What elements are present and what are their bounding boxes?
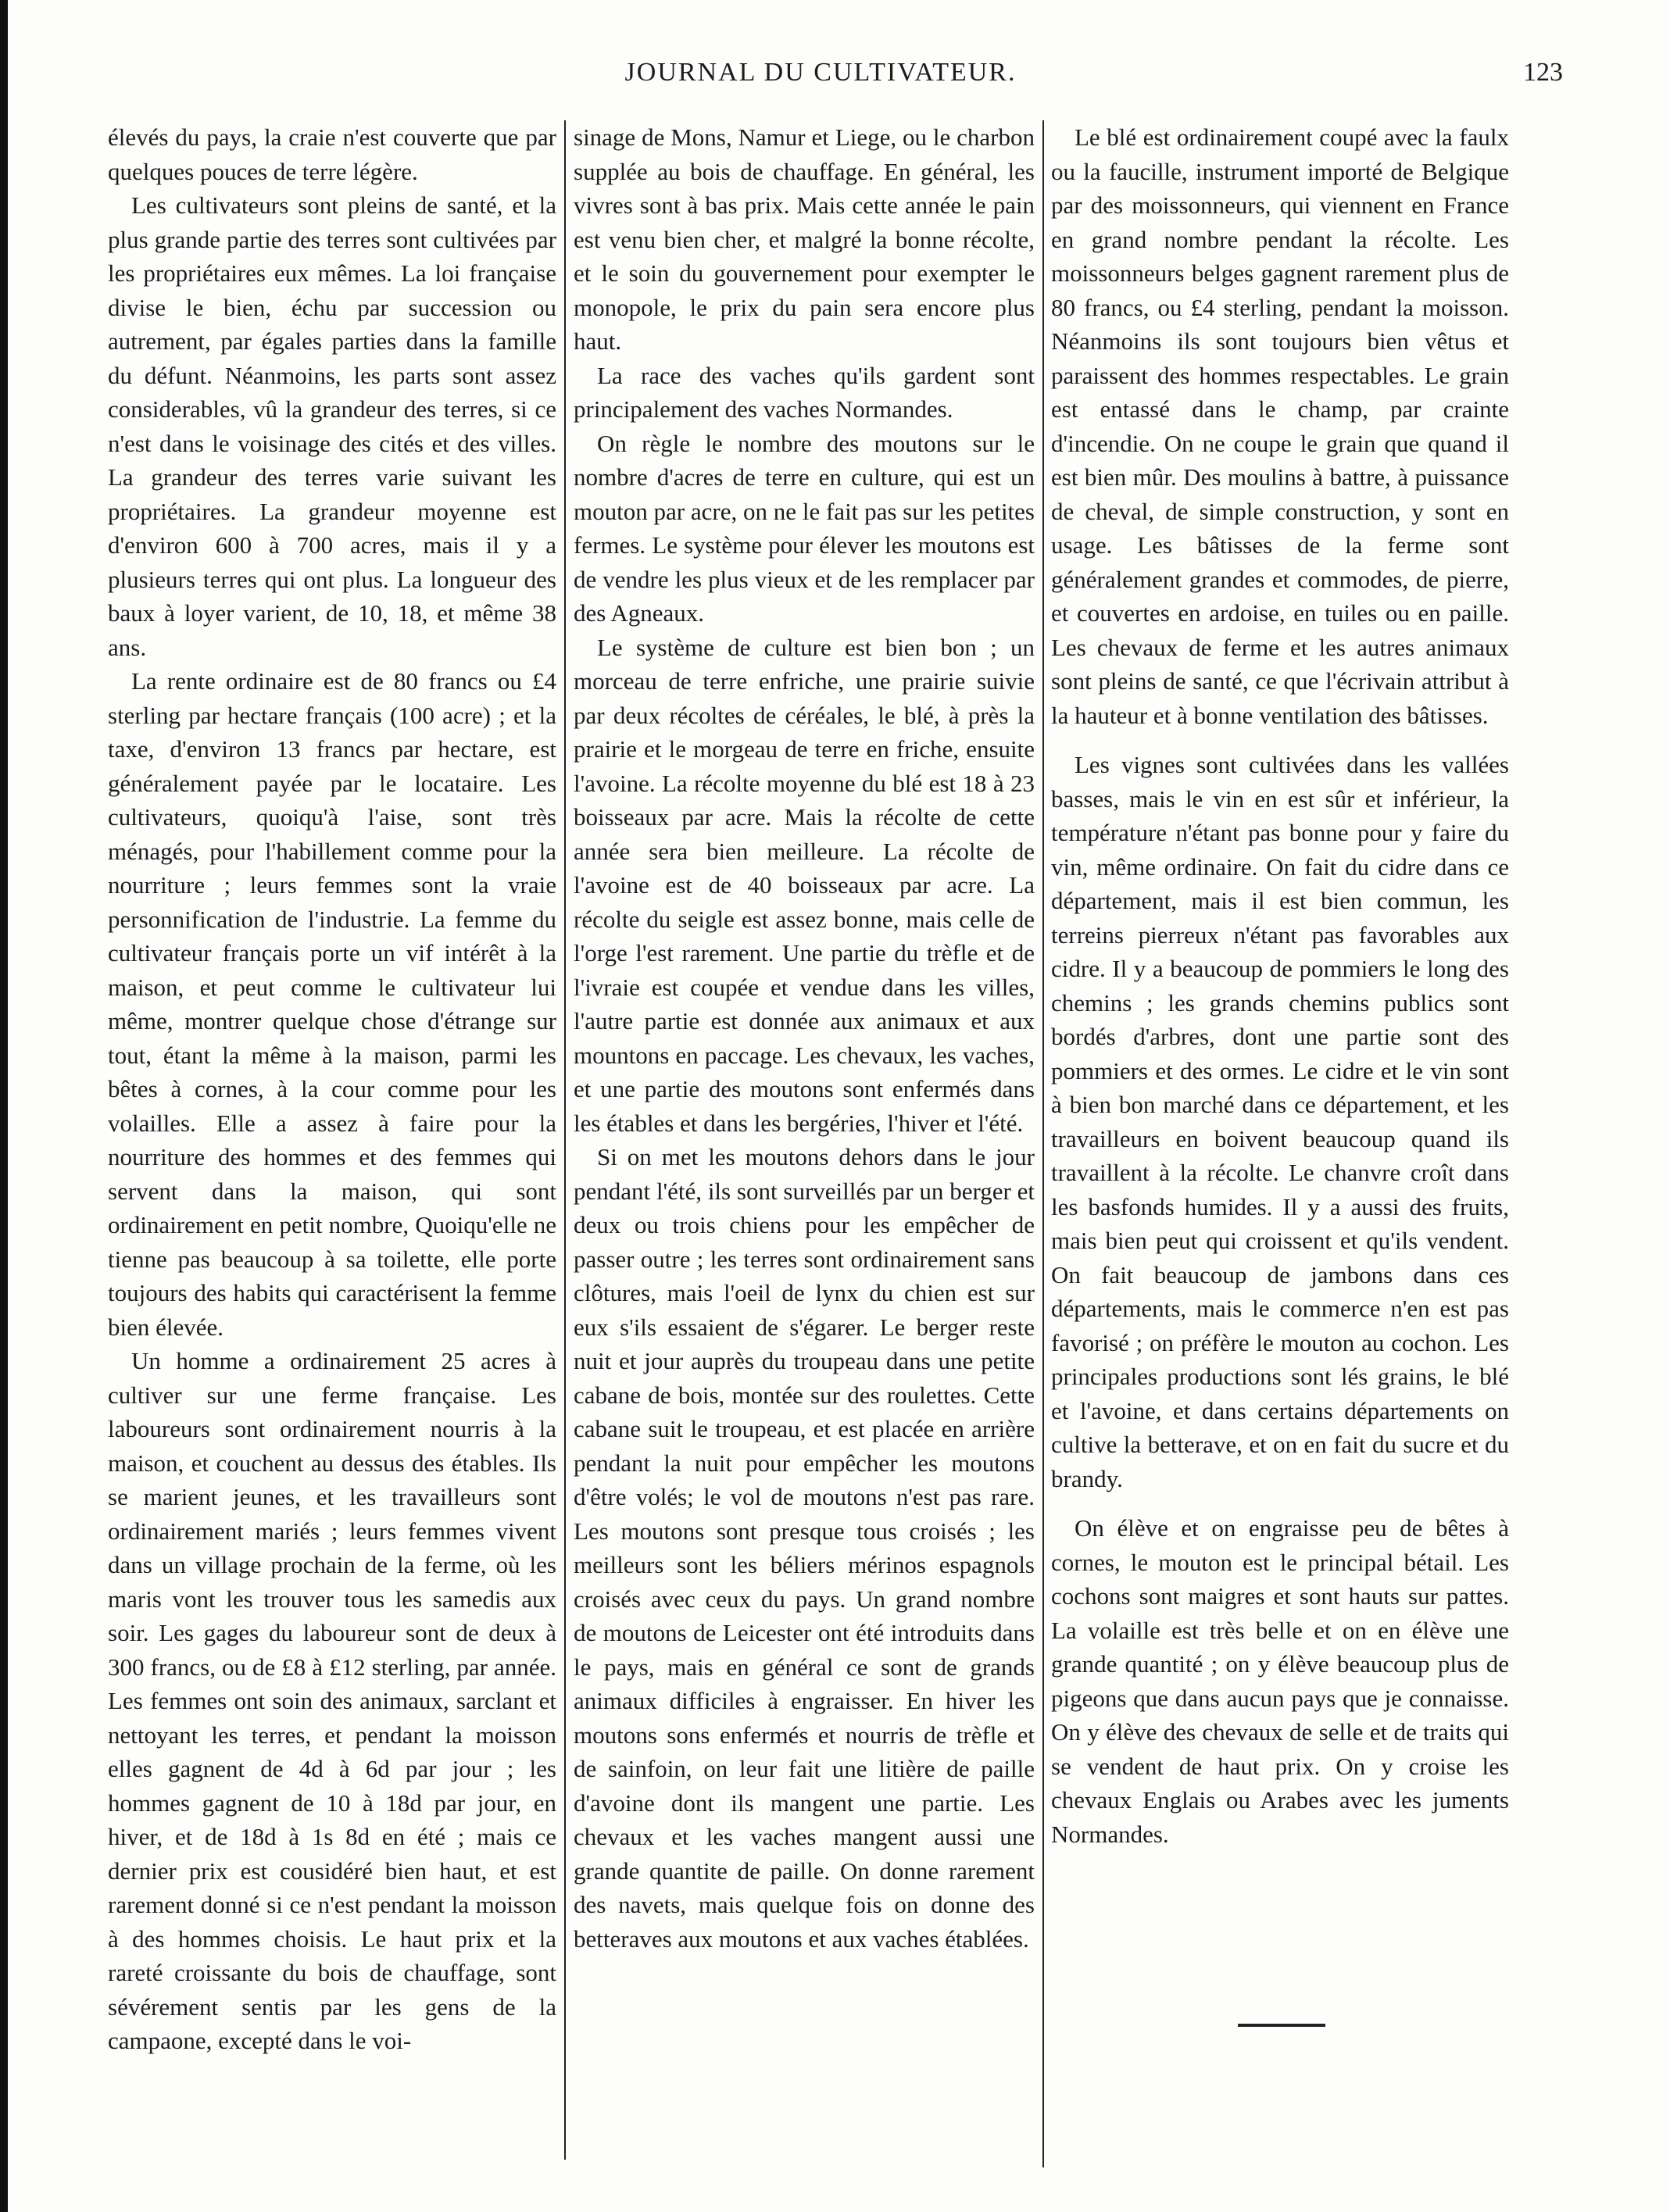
journal-title: JOURNAL DU CULTIVATEUR. (624, 58, 1017, 87)
paragraph: La race des vaches qu'ils gardent sont principalement des vaches Normandes. (574, 361, 1035, 423)
text-column-2 (574, 120, 1035, 1956)
page-number: 123 (1523, 58, 1563, 87)
column-divider (564, 120, 566, 2160)
paragraph: Les vignes sont cultivées dans les vallées basses, mais le vin en est sûr et inférieur, la température n'étant pas bonne pour y faire du vin, même ordinaire. On fait du cidre dans ce département, mais il est bien commun, les terreins pierreux n'étant pas favorables aux cidre. Il y a beaucoup de pommiers le long des chemins ; les grands chemins publics sont bordés d'arbres, dont une partie sont des pommiers et des ormes. Le cidre et le vin sont à bien bon marché dans ce département, et les travailleurs en boivent beaucoup quand ils travaillent à la récolte. Le chanvre croît dans les basfonds humides. Il y a aussi des fruits, mais bien peut qui croissent et qu'ils vendent. On fait beaucoup de jambons dans ces départements, mais le commerce n'en est pas favorisé ; on préfère le mouton au cochon. Les principales productions sont lés grains, le blé et l'avoine, et dans certains départements on cultive la betterave, et on en fait du sucre et du brandy. (1051, 751, 1509, 1492)
binding-edge (0, 0, 8, 2212)
paragraph: La rente ordinaire est de 80 francs ou £4 sterling par hectare français (100 acre) ; et la taxe, d'environ 13 francs par hectare, est généralement payée par le locataire. Les cultivateurs, quoiqu'à l'aise, sont très ménagés, pour l'habillement comme pour la nourriture ; leurs femmes sont la vraie personnification de l'industrie. La femme du cultivateur français porte un vif intérêt à la maison, et peut comme le cultivateur lui même, montrer quelque chose d'étrange sur tout, étant la même à la maison, parmi les bêtes à cornes, à la cour comme pour les volailles. Elle a assez à faire pour la nourriture des hommes et des femmes qui servent dans la maison, qui sont ordinairement en petit nombre, Quoiqu'elle ne tienne pas beaucoup à sa toilette, elle porte toujours des habits qui caractérisent la femme bien élevée. (108, 667, 556, 1341)
running-header (109, 55, 1563, 102)
text-column-1 (108, 120, 556, 2058)
paragraph: Les cultivateurs sont pleins de santé, et la plus grande partie des terres sont cultivées par les propriétaires eux mêmes. La loi française divise le bien, échu par succession ou autrement, par égales parties dans la famille du défunt. Néanmoins, les parts sont assez considerables, vû la grandeur des terres, si ce n'est dans le voisinage des cités et des villes. La grandeur des terres varie suivant les propriétaires. La grandeur moyenne est d'environ 600 à 700 acres, mais il y a plusieurs terres qui ont plus. La longueur des baux à loyer varient, de 10, 18, et même 38 ans. (108, 191, 556, 661)
paragraph: élevés du pays, la craie n'est couverte que par quelques pouces de terre légère. (108, 123, 556, 185)
column-divider (1042, 120, 1044, 2167)
paragraph: Le blé est ordinairement coupé avec la faulx ou la faucille, instrument importé de Belgique par des moissonneurs, qui viennent en France en grand nombre pendant la récolte. Les moissonneurs belges gagnent rarement plus de 80 francs, ou £4 sterling, pendant la moisson. Néanmoins ils sont toujours bien vêtus et paraissent des hommes respectables. Le grain est entassé dans le champ, par crainte d'incendie. On ne coupe le grain que quand il est bien mûr. Des moulins à battre, à puissance de cheval, de simple construction, y sont en usage. Les bâtisses de la ferme sont généralement grandes et commodes, de pierre, et couvertes en ardoise, en tuiles ou en paille. Les chevaux de ferme et les autres animaux sont pleins de santé, ce que l'écrivain attribut à la hauteur et à bonne ventilation des bâtisses. (1051, 123, 1509, 729)
paragraph: Le système de culture est bien bon ; un morceau de terre enfriche, une prairie suivie par deux récoltes de céréales, le blé, à près la prairie et le morgeau de terre en friche, ensuite l'avoine. La récolte moyenne du blé est 18 à 23 boisseaux par acre. Mais la récolte de cette année sera bien meilleure. La récolte de l'avoine est de 40 boisseaux par acre. La récolte du seigle est assez bonne, mais celle de l'orge l'est rarement. Une partie du trèfle et de l'ivraie est coupée et vendue dans les villes, l'autre partie est donnée aux animaux et aux mountons en paccage. Les chevaux, les vaches, et une partie des moutons sont enfermés dans les étables et dans les bergéries, l'hiver et l'été. (574, 633, 1035, 1137)
paragraph: sinage de Mons, Namur et Liege, ou le charbon supplée au bois de chauffage. En général, les vivres sont à bas prix. Mais cette année le pain est venu bien cher, et malgré la bonne récolte, et le soin du gouvernement pour exempter le monopole, le prix du pain sera encore plus haut. (574, 123, 1035, 355)
paragraph: On règle le nombre des moutons sur le nombre d'acres de terre en culture, qui est un mouton par acre, on ne le fait pas sur les petites fermes. Le système pour élever les moutons est de vendre les plus vieux et de les remplacer par des Agneaux. (574, 429, 1035, 627)
section-end-rule (1238, 2024, 1325, 2027)
paragraph: Un homme a ordinairement 25 acres à cultiver sur une ferme française. Les laboureurs sont ordinairement nourris à la maison, et couchent au dessus des étables. Ils se marient jeunes, et les travailleurs sont ordinairement mariés ; leurs femmes vivent dans un village prochain de la ferme, où les maris vont les trouver tous les samedis aux soir. Les gages du laboureur sont de deux à 300 francs, ou de £8 à £12 sterling, par année. Les femmes ont soin des animaux, sarclant et nettoyant les terres, et pendant la moisson elles gagnent de 4d à 6d par jour ; les hommes gagnent de 10 à 18d par jour, en hiver, et de 18d à 1s 8d en été ; mais ce dernier prix est cousidéré bien haut, et est rarement donné si ce n'est pendant la moisson à des hommes choisis. Le haut prix et la rareté croissante du bois de chauffage, sont sévérement sentis par les gens de la campaone, excepté dans le voi- (108, 1347, 556, 2054)
paragraph: On élève et on engraisse peu de bêtes à cornes, le mouton est le principal bétail. Les cochons sont maigres et sont hauts sur pattes. La volaille est très belle et on en élève une grande quantité ; on y élève beaucoup plus de pigeons que dans aucun pays que je connaisse. On y élève des chevaux de selle et de traits qui se vendent de haut prix. On y croise les chevaux Englais ou Arabes avec les juments Normandes. (1051, 1514, 1509, 1848)
paragraph: Si on met les moutons dehors dans le jour pendant l'été, ils sont surveillés par un berger et deux ou trois chiens pour les empêcher de passer outre ; les terres sont ordinairement sans clôtures, mais l'oeil de lynx du chien est sur eux s'ils essaient de s'égarer. Le berger reste nuit et jour auprès du troupeau dans une petite cabane de bois, montée sur des roulettes. Cette cabane suit le troupeau, et est placée en arrière pendant la nuit pour empêcher les moutons d'être volés; le vol de moutons n'est pas rare. Les moutons sont presque tous croisés ; les meilleurs sont les béliers mérinos espagnols croisés avec ceux du pays. Un grand nombre de moutons de Leicester ont été introduits dans le pays, mais en général ce sont de grands animaux difficiles à engraisser. En hiver les moutons sons enfermés et nourris de trèfle et de sainfoin, on leur fait une litière de paille d'avoine dont ils mangent une partie. Les chevaux et les vaches mangent aussi une grande quantite de paille. On donne rarement des navets, mais quelque fois on donne des betteraves aux moutons et aux vaches établées. (574, 1143, 1035, 1953)
text-column-3 (1051, 120, 1509, 1851)
